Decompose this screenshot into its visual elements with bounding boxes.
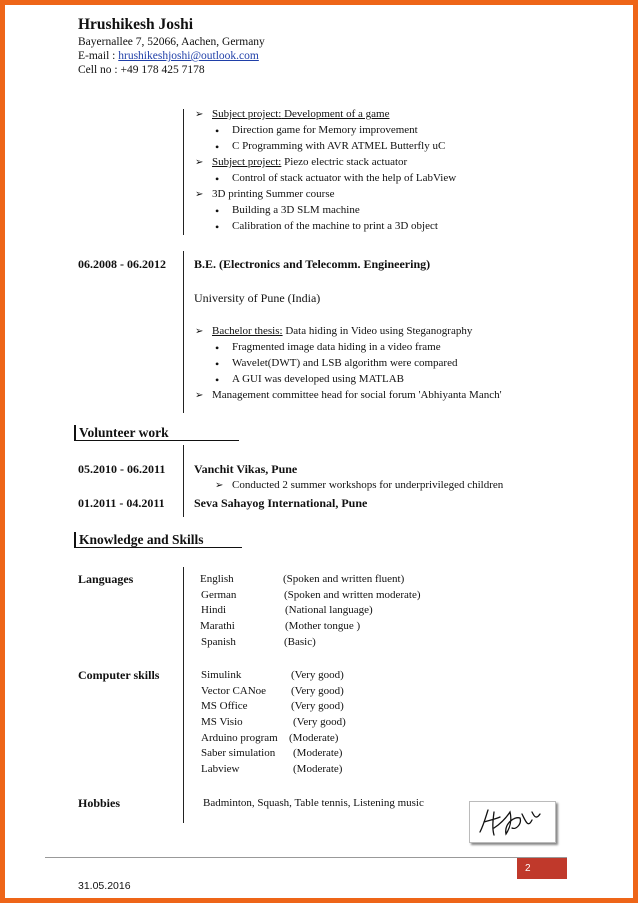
arrow-bullet-icon: ➢ <box>195 326 204 337</box>
arrow-bullet-icon: ➢ <box>195 157 204 168</box>
hobbies-list: Badminton, Squash, Table tennis, Listening music <box>203 797 424 809</box>
bachelor-thesis <box>212 325 472 337</box>
skill-name: Saber simulation <box>201 747 276 759</box>
thesis-title: Data hiding in Video using Steganography <box>282 325 473 337</box>
project-game <box>212 108 389 120</box>
language-level: (Basic) <box>284 636 316 648</box>
volunteer-dates: 05.2010 - 06.2011 <box>78 462 166 476</box>
bullet-icon: • <box>215 140 220 154</box>
signature-image <box>470 802 555 842</box>
bullet-icon: • <box>215 373 220 387</box>
bullet-icon: • <box>215 341 220 355</box>
list-item: A GUI was developed using MATLAB <box>232 373 405 385</box>
language-level: (Spoken and written moderate) <box>284 589 421 601</box>
arrow-bullet-icon: ➢ <box>195 390 204 401</box>
divider-line <box>183 251 184 413</box>
volunteer-org: Vanchit Vikas, Pune <box>194 462 298 476</box>
skill-level: (Moderate) <box>293 763 343 775</box>
language-level: (Spoken and written fluent) <box>283 573 405 585</box>
computer-skills-label: Computer skills <box>78 668 160 682</box>
language-name: English <box>200 573 234 585</box>
university: University of Pune (India) <box>194 291 321 305</box>
skill-level: (Moderate) <box>293 747 343 759</box>
skill-level: (Very good) <box>293 716 346 728</box>
degree-title: B.E. (Electronics and Telecomm. Engineering) <box>194 257 431 271</box>
project-prefix: Subject project: <box>212 156 282 168</box>
language-level: (Mother tongue ) <box>285 620 361 632</box>
skill-name: Simulink <box>201 669 242 681</box>
languages-label: Languages <box>78 572 134 586</box>
bullet-icon: • <box>215 357 220 371</box>
skill-name: Labview <box>201 763 240 775</box>
list-item: Wavelet(DWT) and LSB algorithm were compared <box>232 357 458 369</box>
hobbies-label: Hobbies <box>78 796 121 810</box>
section-heading-volunteer: Volunteer work <box>74 425 239 441</box>
language-name: Spanish <box>201 636 236 648</box>
page-number-badge: 2 <box>517 858 567 879</box>
thesis-prefix: Bachelor thesis: <box>212 325 283 337</box>
bullet-icon: • <box>215 204 220 218</box>
language-name: German <box>201 589 237 601</box>
email-line <box>78 50 259 62</box>
list-item: Control of stack actuator with the help of LabView <box>232 172 457 184</box>
address: Bayernallee 7, 52066, Aachen, Germany <box>78 36 265 48</box>
skill-name: MS Visio <box>201 716 243 728</box>
divider-line <box>183 445 184 517</box>
footer-divider <box>45 857 567 858</box>
list-item: C Programming with AVR ATMEL Butterfly uC <box>232 140 446 152</box>
email-link[interactable]: hrushikeshjoshi@outlook.com <box>118 50 259 62</box>
skill-name: MS Office <box>201 700 248 712</box>
candidate-name: Hrushikesh Joshi <box>78 16 194 33</box>
list-item: Fragmented image data hiding in a video frame <box>232 341 441 353</box>
bullet-icon: • <box>215 124 220 138</box>
education-dates: 06.2008 - 06.2012 <box>78 257 166 271</box>
email-label: E-mail : <box>78 50 119 62</box>
section-heading-skills: Knowledge and Skills <box>74 532 242 548</box>
list-item: Calibration of the machine to print a 3D object <box>232 220 438 232</box>
language-level: (National language) <box>285 604 373 616</box>
arrow-bullet-icon: ➢ <box>195 189 204 200</box>
management-role: Management committee head for social forum 'Abhiyanta Manch' <box>212 389 502 401</box>
divider-line <box>183 109 184 235</box>
skill-name: Arduino program <box>201 732 278 744</box>
arrow-bullet-icon: ➢ <box>215 480 224 491</box>
project-piezo <box>212 156 407 168</box>
volunteer-org: Seva Sahayog International, Pune <box>194 496 368 510</box>
project-title: Piezo electric stack actuator <box>281 156 408 168</box>
language-name: Hindi <box>201 604 227 616</box>
language-name: Marathi <box>200 620 235 632</box>
skill-name: Vector CANoe <box>201 685 267 697</box>
project-3d-printing: 3D printing Summer course <box>212 188 335 200</box>
list-item: Building a 3D SLM machine <box>232 204 360 216</box>
signature-box <box>469 801 556 843</box>
divider-line <box>183 567 184 823</box>
list-item: Direction game for Memory improvement <box>232 124 418 136</box>
skill-level: (Very good) <box>291 685 344 697</box>
skill-level: (Very good) <box>291 700 344 712</box>
project-title: Development of a game <box>281 108 390 120</box>
volunteer-dates: 01.2011 - 04.2011 <box>78 496 165 510</box>
arrow-bullet-icon: ➢ <box>195 109 204 120</box>
volunteer-detail: Conducted 2 summer workshops for underprivileged children <box>232 479 504 491</box>
bullet-icon: • <box>215 172 220 186</box>
cell-number: Cell no : +49 178 425 7178 <box>78 64 205 76</box>
skill-level: (Very good) <box>291 669 344 681</box>
bullet-icon: • <box>215 220 220 234</box>
skill-level: (Moderate) <box>289 732 339 744</box>
project-prefix: Subject project: <box>212 108 282 120</box>
footer-date: 31.05.2016 <box>78 880 131 892</box>
